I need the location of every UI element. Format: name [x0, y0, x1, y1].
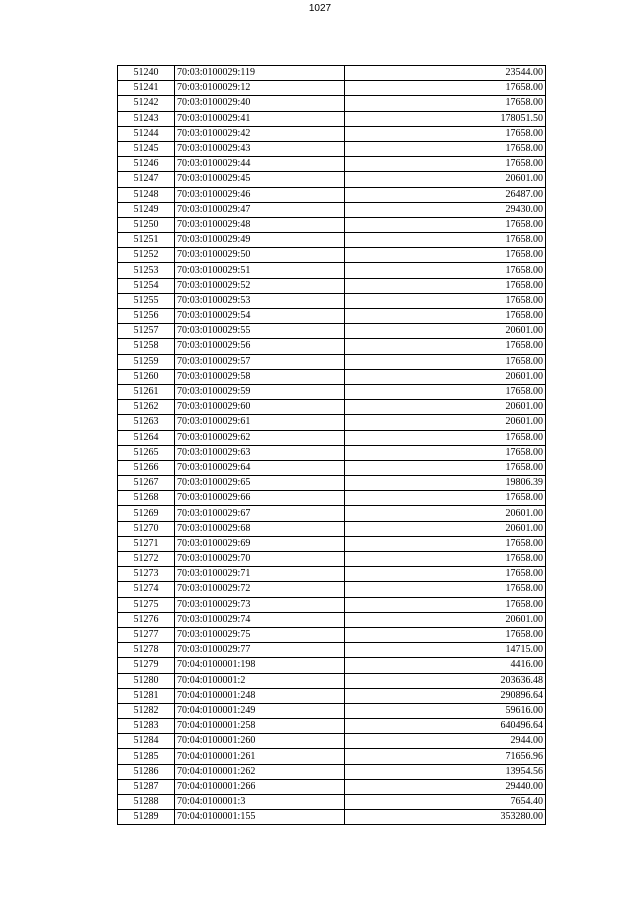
value-cell: 59616.00: [345, 703, 546, 718]
value-cell: 29430.00: [345, 202, 546, 217]
value-cell: 17658.00: [345, 567, 546, 582]
table-row: [118, 126, 546, 141]
value-cell: 19806.39: [345, 476, 546, 491]
value-cell: 17658.00: [345, 536, 546, 551]
cadastral-number-cell: 70:03:0100029:52: [175, 278, 345, 293]
value-cell: 17658.00: [345, 460, 546, 475]
table-row: [118, 795, 546, 810]
value-cell: 640496.64: [345, 719, 546, 734]
table-row: [118, 703, 546, 718]
table-row: [118, 521, 546, 536]
table-row: [118, 415, 546, 430]
row-number-cell: 51250: [118, 217, 175, 232]
value-cell: 20601.00: [345, 324, 546, 339]
table-row: [118, 233, 546, 248]
row-number-cell: 51278: [118, 643, 175, 658]
value-cell: 17658.00: [345, 597, 546, 612]
value-cell: 17658.00: [345, 157, 546, 172]
cadastral-number-cell: 70:04:0100001:266: [175, 779, 345, 794]
row-number-cell: 51264: [118, 430, 175, 445]
table-row: [118, 658, 546, 673]
table-row: [118, 764, 546, 779]
table-row: [118, 111, 546, 126]
cadastral-number-cell: 70:03:0100029:75: [175, 627, 345, 642]
cadastral-number-cell: 70:04:0100001:262: [175, 764, 345, 779]
value-cell: 17658.00: [345, 552, 546, 567]
table-row: [118, 476, 546, 491]
cadastral-number-cell: 70:03:0100029:68: [175, 521, 345, 536]
value-cell: 17658.00: [345, 339, 546, 354]
value-cell: 17658.00: [345, 126, 546, 141]
table-row: [118, 506, 546, 521]
cadastral-number-cell: 70:03:0100029:54: [175, 309, 345, 324]
cadastral-number-cell: 70:03:0100029:72: [175, 582, 345, 597]
table-row: [118, 157, 546, 172]
cadastral-number-cell: 70:03:0100029:51: [175, 263, 345, 278]
table-row: [118, 293, 546, 308]
table-row: [118, 582, 546, 597]
cadastral-number-cell: 70:04:0100001:3: [175, 795, 345, 810]
row-number-cell: 51285: [118, 749, 175, 764]
cadastral-number-cell: 70:03:0100029:63: [175, 445, 345, 460]
row-number-cell: 51287: [118, 779, 175, 794]
table-row: [118, 263, 546, 278]
row-number-cell: 51242: [118, 96, 175, 111]
row-number-cell: 51276: [118, 612, 175, 627]
value-cell: 17658.00: [345, 217, 546, 232]
table-row: [118, 567, 546, 582]
table-row: [118, 369, 546, 384]
table-row: [118, 324, 546, 339]
cadastral-number-cell: 70:03:0100029:41: [175, 111, 345, 126]
table-row: [118, 172, 546, 187]
row-number-cell: 51268: [118, 491, 175, 506]
row-number-cell: 51260: [118, 369, 175, 384]
row-number-cell: 51249: [118, 202, 175, 217]
value-cell: 20601.00: [345, 369, 546, 384]
value-cell: 4416.00: [345, 658, 546, 673]
row-number-cell: 51243: [118, 111, 175, 126]
table-row: [118, 491, 546, 506]
value-cell: 20601.00: [345, 506, 546, 521]
row-number-cell: 51261: [118, 384, 175, 399]
cadastral-number-cell: 70:03:0100029:60: [175, 400, 345, 415]
cadastral-number-cell: 70:03:0100029:47: [175, 202, 345, 217]
table-row: [118, 248, 546, 263]
cadastral-number-cell: 70:03:0100029:57: [175, 354, 345, 369]
row-number-cell: 51265: [118, 445, 175, 460]
cadastral-number-cell: 70:03:0100029:64: [175, 460, 345, 475]
row-number-cell: 51279: [118, 658, 175, 673]
cadastral-number-cell: 70:03:0100029:66: [175, 491, 345, 506]
table-row: [118, 749, 546, 764]
value-cell: 26487.00: [345, 187, 546, 202]
value-cell: 13954.56: [345, 764, 546, 779]
cadastral-number-cell: 70:03:0100029:53: [175, 293, 345, 308]
cadastral-number-cell: 70:03:0100029:59: [175, 384, 345, 399]
cadastral-number-cell: 70:03:0100029:45: [175, 172, 345, 187]
value-cell: 17658.00: [345, 81, 546, 96]
table-body: [118, 66, 546, 825]
row-number-cell: 51280: [118, 673, 175, 688]
table-row: [118, 810, 546, 825]
value-cell: 17658.00: [345, 141, 546, 156]
value-cell: 17658.00: [345, 96, 546, 111]
value-cell: 20601.00: [345, 521, 546, 536]
row-number-cell: 51258: [118, 339, 175, 354]
table-row: [118, 612, 546, 627]
value-cell: 17658.00: [345, 384, 546, 399]
cadastral-number-cell: 70:04:0100001:260: [175, 734, 345, 749]
cadastral-number-cell: 70:03:0100029:50: [175, 248, 345, 263]
row-number-cell: 51270: [118, 521, 175, 536]
table-row: [118, 719, 546, 734]
cadastral-number-cell: 70:03:0100029:71: [175, 567, 345, 582]
value-cell: 20601.00: [345, 172, 546, 187]
cadastral-number-cell: 70:04:0100001:155: [175, 810, 345, 825]
row-number-cell: 51248: [118, 187, 175, 202]
cadastral-number-cell: 70:04:0100001:249: [175, 703, 345, 718]
table-row: [118, 217, 546, 232]
row-number-cell: 51269: [118, 506, 175, 521]
data-table: [117, 65, 546, 825]
value-cell: 17658.00: [345, 263, 546, 278]
value-cell: 17658.00: [345, 627, 546, 642]
table-row: [118, 597, 546, 612]
table-row: [118, 536, 546, 551]
cadastral-number-cell: 70:03:0100029:43: [175, 141, 345, 156]
table-row: [118, 552, 546, 567]
table-row: [118, 430, 546, 445]
row-number-cell: 51274: [118, 582, 175, 597]
cadastral-number-cell: 70:03:0100029:58: [175, 369, 345, 384]
value-cell: 17658.00: [345, 430, 546, 445]
row-number-cell: 51271: [118, 536, 175, 551]
value-cell: 17658.00: [345, 582, 546, 597]
row-number-cell: 51282: [118, 703, 175, 718]
table-row: [118, 688, 546, 703]
table-row: [118, 141, 546, 156]
row-number-cell: 51253: [118, 263, 175, 278]
page-number: 1027: [308, 3, 332, 14]
value-cell: 17658.00: [345, 278, 546, 293]
row-number-cell: 51251: [118, 233, 175, 248]
row-number-cell: 51289: [118, 810, 175, 825]
row-number-cell: 51273: [118, 567, 175, 582]
row-number-cell: 51262: [118, 400, 175, 415]
cadastral-number-cell: 70:03:0100029:61: [175, 415, 345, 430]
row-number-cell: 51275: [118, 597, 175, 612]
row-number-cell: 51281: [118, 688, 175, 703]
row-number-cell: 51267: [118, 476, 175, 491]
table-row: [118, 400, 546, 415]
table-row: [118, 384, 546, 399]
row-number-cell: 51257: [118, 324, 175, 339]
table-row: [118, 309, 546, 324]
cadastral-number-cell: 70:03:0100029:70: [175, 552, 345, 567]
row-number-cell: 51263: [118, 415, 175, 430]
value-cell: 17658.00: [345, 491, 546, 506]
cadastral-number-cell: 70:04:0100001:258: [175, 719, 345, 734]
cadastral-number-cell: 70:03:0100029:42: [175, 126, 345, 141]
cadastral-number-cell: 70:03:0100029:46: [175, 187, 345, 202]
table-row: [118, 187, 546, 202]
row-number-cell: 51277: [118, 627, 175, 642]
table-row: [118, 202, 546, 217]
row-number-cell: 51288: [118, 795, 175, 810]
value-cell: 17658.00: [345, 309, 546, 324]
table-row: [118, 278, 546, 293]
cadastral-number-cell: 70:03:0100029:73: [175, 597, 345, 612]
cadastral-number-cell: 70:03:0100029:62: [175, 430, 345, 445]
value-cell: 2944.00: [345, 734, 546, 749]
row-number-cell: 51246: [118, 157, 175, 172]
value-cell: 71656.96: [345, 749, 546, 764]
table-row: [118, 627, 546, 642]
value-cell: 290896.64: [345, 688, 546, 703]
row-number-cell: 51244: [118, 126, 175, 141]
value-cell: 20601.00: [345, 612, 546, 627]
table-row: [118, 460, 546, 475]
cadastral-number-cell: 70:03:0100029:40: [175, 96, 345, 111]
row-number-cell: 51286: [118, 764, 175, 779]
value-cell: 29440.00: [345, 779, 546, 794]
value-cell: 17658.00: [345, 293, 546, 308]
cadastral-number-cell: 70:03:0100029:55: [175, 324, 345, 339]
cadastral-number-cell: 70:03:0100029:69: [175, 536, 345, 551]
cadastral-number-cell: 70:04:0100001:198: [175, 658, 345, 673]
row-number-cell: 51247: [118, 172, 175, 187]
row-number-cell: 51241: [118, 81, 175, 96]
cadastral-number-cell: 70:04:0100001:248: [175, 688, 345, 703]
cadastral-number-cell: 70:04:0100001:261: [175, 749, 345, 764]
value-cell: 17658.00: [345, 233, 546, 248]
table-row: [118, 643, 546, 658]
row-number-cell: 51259: [118, 354, 175, 369]
value-cell: 17658.00: [345, 445, 546, 460]
table-row: [118, 96, 546, 111]
value-cell: 20601.00: [345, 415, 546, 430]
cadastral-number-cell: 70:03:0100029:48: [175, 217, 345, 232]
value-cell: 7654.40: [345, 795, 546, 810]
cadastral-number-cell: 70:04:0100001:2: [175, 673, 345, 688]
cadastral-number-cell: 70:03:0100029:74: [175, 612, 345, 627]
row-number-cell: 51240: [118, 66, 175, 81]
cadastral-number-cell: 70:03:0100029:77: [175, 643, 345, 658]
table-row: [118, 673, 546, 688]
row-number-cell: 51283: [118, 719, 175, 734]
value-cell: 353280.00: [345, 810, 546, 825]
row-number-cell: 51254: [118, 278, 175, 293]
cadastral-number-cell: 70:03:0100029:67: [175, 506, 345, 521]
table-row: [118, 81, 546, 96]
row-number-cell: 51252: [118, 248, 175, 263]
table-row: [118, 779, 546, 794]
cadastral-number-cell: 70:03:0100029:65: [175, 476, 345, 491]
row-number-cell: 51272: [118, 552, 175, 567]
table-row: [118, 354, 546, 369]
value-cell: 23544.00: [345, 66, 546, 81]
row-number-cell: 51245: [118, 141, 175, 156]
table-row: [118, 66, 546, 81]
table-row: [118, 339, 546, 354]
cadastral-number-cell: 70:03:0100029:119: [175, 66, 345, 81]
value-cell: 203636.48: [345, 673, 546, 688]
table-row: [118, 734, 546, 749]
row-number-cell: 51266: [118, 460, 175, 475]
cadastral-number-cell: 70:03:0100029:49: [175, 233, 345, 248]
row-number-cell: 51256: [118, 309, 175, 324]
row-number-cell: 51255: [118, 293, 175, 308]
value-cell: 14715.00: [345, 643, 546, 658]
value-cell: 178051.50: [345, 111, 546, 126]
cadastral-number-cell: 70:03:0100029:12: [175, 81, 345, 96]
cadastral-number-cell: 70:03:0100029:44: [175, 157, 345, 172]
cadastral-number-cell: 70:03:0100029:56: [175, 339, 345, 354]
table-row: [118, 445, 546, 460]
value-cell: 20601.00: [345, 400, 546, 415]
value-cell: 17658.00: [345, 354, 546, 369]
row-number-cell: 51284: [118, 734, 175, 749]
value-cell: 17658.00: [345, 248, 546, 263]
